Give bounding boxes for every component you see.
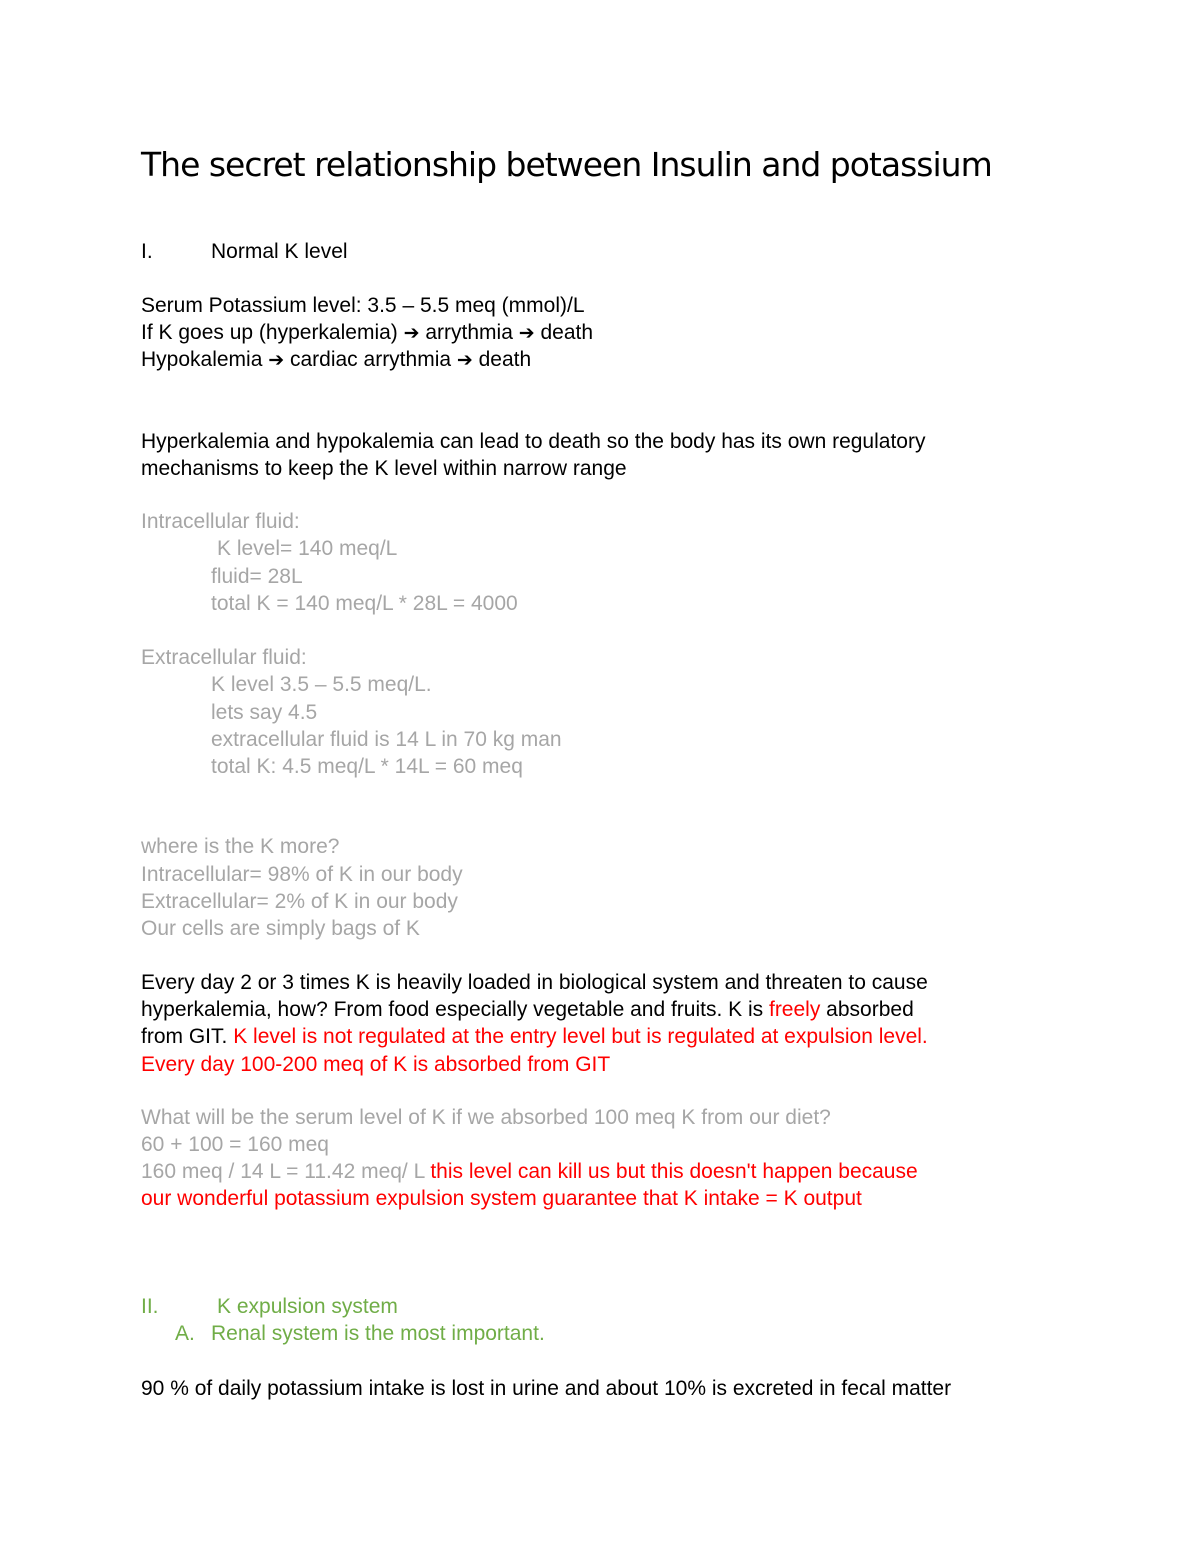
arrow-right-icon: ➔ [403,322,420,344]
subsection-a-letter: A. [175,1322,195,1345]
daily-line-2-end: absorbed [820,998,914,1021]
where-extra: Extracellular= 2% of K in our body [141,890,458,913]
icf-fluid: fluid= 28L [211,565,303,588]
calc-question: What will be the serum level of K if we absorbed 100 meq K from our diet? [141,1106,831,1129]
daily-line-3-text: from GIT. [141,1025,234,1048]
calc-conclusion: our wonderful potassium expulsion system guarantee that K intake = K output [141,1187,862,1210]
daily-line-2-highlight: freely [768,998,821,1021]
regulation-line-2: mechanisms to keep the K level within narrow range [141,457,627,480]
closing-line: 90 % of daily potassium intake is lost in urine and about 10% is excreted in fecal matter [141,1377,952,1400]
hyper-text-b: arrythmia [419,321,519,344]
section-2-numeral: II. [141,1295,159,1318]
hyperkalemia-line [141,319,593,347]
section-2-heading: K expulsion system [217,1295,398,1318]
calc-division-note: this level can kill us but this doesn't happen because [430,1160,918,1183]
hypo-text-c: death [472,348,532,371]
regulation-line-1: Hyperkalemia and hypokalemia can lead to death so the body has its own regulatory [141,430,926,453]
ecf-fluid: extracellular fluid is 14 L in 70 kg man [211,728,562,751]
calc-division-line [141,1158,918,1185]
section-1-heading: Normal K level [211,240,348,263]
icf-total: total K = 140 meq/L * 28L = 4000 [211,592,518,615]
daily-line-3 [141,1023,928,1050]
ecf-k-level: K level 3.5 – 5.5 meq/L. [211,673,432,696]
daily-line-2 [141,996,914,1023]
calc-division: 160 meq / 14 L = 11.42 meq/ L [141,1160,431,1183]
arrow-right-icon: ➔ [456,349,473,371]
icf-heading: Intracellular fluid: [141,510,300,533]
hypokalemia-line [141,346,531,374]
icf-k-level: K level= 140 meq/L [217,537,398,560]
document-title: The secret relationship between Insulin and potassium [141,145,992,184]
subsection-a-text: Renal system is the most important. [211,1322,545,1345]
section-1-numeral: I. [141,240,153,263]
arrow-right-icon: ➔ [268,349,285,371]
hypo-text-a: Hypokalemia [141,348,269,371]
ecf-say: lets say 4.5 [211,701,318,724]
daily-line-2-text: hyperkalemia, how? From food especially vegetable and fruits. K is [141,998,769,1021]
where-bags: Our cells are simply bags of K [141,917,420,940]
hypo-text-b: cardiac arrythmia [284,348,457,371]
where-intra: Intracellular= 98% of K in our body [141,863,463,886]
calc-sum: 60 + 100 = 160 meq [141,1133,329,1156]
hyper-text-a: If K goes up (hyperkalemia) [141,321,404,344]
daily-line-1: Every day 2 or 3 times K is heavily loaded in biological system and threaten to cause [141,971,928,994]
serum-level-line: Serum Potassium level: 3.5 – 5.5 meq (mmol)/L [141,294,585,317]
arrow-right-icon: ➔ [518,322,535,344]
ecf-total: total K: 4.5 meq/L * 14L = 60 meq [211,755,523,778]
where-question: where is the K more? [141,835,340,858]
hyper-text-c: death [534,321,594,344]
daily-line-4: Every day 100-200 meq of K is absorbed from GIT [141,1053,611,1076]
daily-line-3-highlight: K level is not regulated at the entry level but is regulated at expulsion level. [233,1025,928,1048]
ecf-heading: Extracellular fluid: [141,646,307,669]
